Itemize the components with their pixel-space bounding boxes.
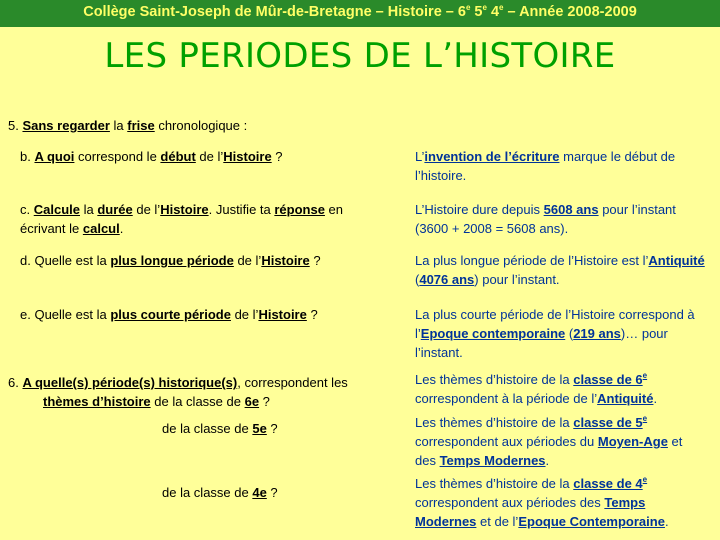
question-text: en écrivant le bbox=[20, 202, 344, 236]
question-c bbox=[20, 200, 390, 238]
keyword: A quelle(s) période(s) historique(s) bbox=[22, 375, 238, 390]
keyword: Histoire bbox=[160, 202, 209, 217]
keyword: Histoire bbox=[258, 307, 307, 322]
answer-keyword: Epoque Contemporaine bbox=[518, 514, 665, 529]
question-d bbox=[20, 251, 321, 270]
keyword: 6e bbox=[244, 394, 260, 409]
question-text: la bbox=[109, 118, 128, 133]
answer-text: Les thèmes d’histoire de la bbox=[415, 476, 574, 491]
page-title: LES PERIODES DE L’HISTOIRE bbox=[104, 36, 616, 76]
answer-text: . bbox=[545, 453, 550, 468]
question-text: e. Quelle est la bbox=[20, 307, 111, 322]
question-text: d. Quelle est la bbox=[20, 253, 111, 268]
question-5 bbox=[8, 116, 247, 135]
keyword: durée bbox=[97, 202, 133, 217]
answer-6-4e bbox=[415, 474, 705, 531]
answer-text: ) pour l’instant. bbox=[474, 272, 560, 287]
answer-sup: e bbox=[642, 475, 648, 484]
keyword: Calcule bbox=[33, 202, 80, 217]
keyword: réponse bbox=[274, 202, 325, 217]
answer-text: Les thèmes d’histoire de la bbox=[415, 372, 574, 387]
keyword: 4e bbox=[252, 485, 267, 500]
question-text: chronologique : bbox=[154, 118, 248, 133]
keyword: plus longue période bbox=[110, 253, 234, 268]
answer-text: . bbox=[664, 514, 669, 529]
answer-keyword: Temps Modernes bbox=[439, 453, 546, 468]
answer-keyword: classe de 5 bbox=[573, 415, 643, 430]
question-b bbox=[20, 147, 283, 166]
question-text: ? bbox=[266, 485, 278, 500]
answer-keyword: Antiquité bbox=[648, 253, 705, 268]
answer-text: correspondent à la période de l’ bbox=[415, 391, 598, 406]
answer-text: L’Histoire dure depuis bbox=[415, 202, 544, 217]
answer-keyword: classe de 6 bbox=[573, 372, 643, 387]
banner-text: 5 bbox=[470, 4, 483, 20]
keyword: frise bbox=[127, 118, 155, 133]
question-text: ? bbox=[306, 307, 318, 322]
answer-text: Les thèmes d’histoire de la bbox=[415, 415, 574, 430]
question-e bbox=[20, 305, 318, 324]
question-text: correspond le bbox=[74, 149, 161, 164]
answer-c bbox=[415, 200, 705, 238]
answer-text: L’ bbox=[415, 149, 425, 164]
answer-keyword: Epoque contemporaine bbox=[420, 326, 566, 341]
question-text: la bbox=[79, 202, 98, 217]
question-text: ? bbox=[271, 149, 283, 164]
question-6-5e bbox=[162, 419, 278, 438]
banner-sup: e bbox=[482, 3, 487, 12]
answer-keyword: Temps Modernes bbox=[415, 495, 646, 529]
question-number: b. bbox=[20, 149, 35, 164]
answer-b bbox=[415, 147, 705, 185]
keyword: début bbox=[160, 149, 196, 164]
answer-text: La plus longue période de l’Histoire est l’ bbox=[415, 253, 649, 268]
answer-d bbox=[415, 251, 705, 289]
keyword: thèmes d’histoire bbox=[43, 394, 151, 409]
question-text: ? bbox=[259, 394, 270, 409]
keyword: A quoi bbox=[34, 149, 75, 164]
answer-text: ( bbox=[565, 326, 574, 341]
keyword: calcul bbox=[82, 221, 120, 236]
banner-sup: e bbox=[465, 3, 471, 12]
answer-text: ( bbox=[415, 272, 420, 287]
question-text: de l’ bbox=[230, 307, 259, 322]
question-text: de la classe de bbox=[162, 485, 253, 500]
answer-6-5e bbox=[415, 413, 705, 470]
question-text: ? bbox=[266, 421, 278, 436]
answer-text: )… pour l’instant. bbox=[415, 326, 668, 360]
keyword: 5e bbox=[252, 421, 267, 436]
question-text: ? bbox=[309, 253, 321, 268]
question-number: c. bbox=[20, 202, 34, 217]
answer-keyword: invention de l’écriture bbox=[424, 149, 560, 164]
keyword: Sans regarder bbox=[22, 118, 110, 133]
banner-text: 4 bbox=[486, 4, 500, 20]
keyword: Histoire bbox=[261, 253, 310, 268]
answer-keyword: Moyen-Age bbox=[597, 434, 668, 449]
question-text: de l’ bbox=[233, 253, 262, 268]
answer-e bbox=[415, 305, 705, 362]
answer-keyword: 4076 ans bbox=[419, 272, 475, 287]
answer-keyword: 219 ans bbox=[573, 326, 621, 341]
question-text: de l’ bbox=[132, 202, 161, 217]
question-text: de la classe de bbox=[150, 394, 245, 409]
question-text: . bbox=[119, 221, 124, 236]
question-text: de l’ bbox=[195, 149, 224, 164]
answer-text: marque le début de l’histoire. bbox=[415, 149, 676, 183]
banner-text: Collège Saint-Joseph de Mûr-de-Bretagne – Histoire – 6 bbox=[83, 4, 466, 20]
answer-text: correspondent aux périodes des bbox=[415, 495, 605, 510]
answer-text: et des bbox=[415, 434, 683, 468]
answer-sup: e bbox=[642, 371, 648, 380]
banner-sup: e bbox=[499, 3, 504, 12]
keyword: Histoire bbox=[223, 149, 272, 164]
question-number: 6. bbox=[8, 375, 23, 390]
answer-keyword: Antiquité bbox=[597, 391, 654, 406]
answer-text: pour l’instant (3600 + 2008 = 5608 ans). bbox=[415, 202, 676, 236]
question-text: . Justifie ta bbox=[208, 202, 275, 217]
keyword: plus courte période bbox=[110, 307, 231, 322]
banner-text: – Année 2008-2009 bbox=[503, 4, 637, 20]
answer-keyword: classe de 4 bbox=[573, 476, 643, 491]
question-text: , correspondent les bbox=[237, 375, 348, 390]
question-6-4e bbox=[162, 483, 278, 502]
answer-text: et de l’ bbox=[476, 514, 519, 529]
answer-6 bbox=[415, 370, 705, 408]
question-number: 5. bbox=[8, 118, 23, 133]
answer-text: correspondent aux périodes du bbox=[415, 434, 598, 449]
answer-text: . bbox=[653, 391, 658, 406]
question-text: de la classe de bbox=[162, 421, 253, 436]
answer-keyword: 5608 ans bbox=[543, 202, 599, 217]
header-banner bbox=[0, 0, 720, 27]
question-6 bbox=[8, 373, 388, 411]
answer-sup: e bbox=[642, 414, 648, 423]
answer-text: La plus courte période de l’Histoire correspond à l’ bbox=[415, 307, 695, 341]
